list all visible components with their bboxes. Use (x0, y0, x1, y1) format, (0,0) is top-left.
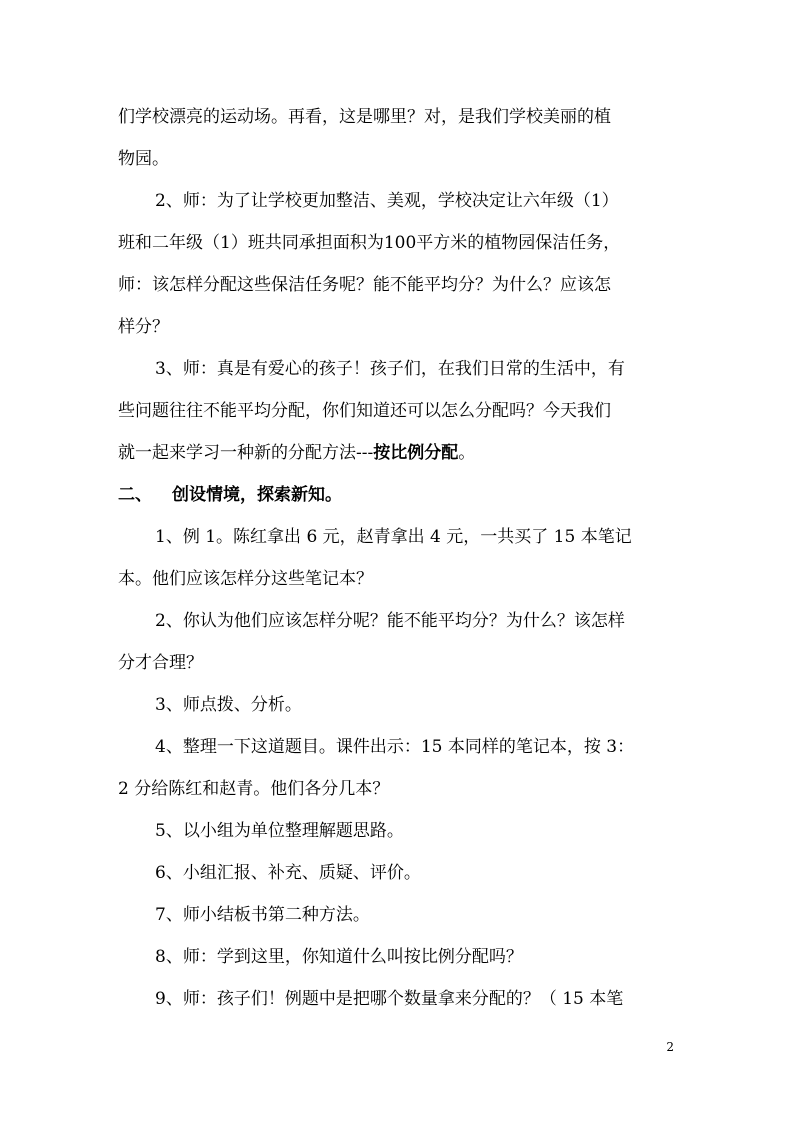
text-line: 班和二年级（1）班共同承担面积为100平方米的植物园保洁任务， (118, 233, 621, 253)
text-line: 7、师小结板书第二种方法。 (155, 905, 370, 925)
text-line: 2、你认为他们应该怎样分呢？能不能平均分？为什么？该怎样 (155, 611, 625, 631)
text-line: 分才合理？ (118, 653, 203, 673)
text-line: 8、师：学到这里，你知道什么叫按比例分配吗？ (155, 947, 523, 967)
text-line: 本。他们应该怎样分这些笔记本？ (118, 569, 373, 589)
text-line: 9、师：孩子们！例题中是把哪个数量拿来分配的？（ 15 本笔 (155, 989, 624, 1009)
section-number: 二、 (118, 485, 152, 505)
text-segment: 就一起来学习一种新的分配方法--- (118, 443, 374, 463)
text-line: 5、以小组为单位整理解题思路。 (155, 821, 404, 841)
text-segment: 。 (458, 443, 476, 463)
text-line: 物园。 (118, 149, 169, 169)
text-line (118, 441, 678, 465)
section-heading (118, 483, 678, 507)
text-line: 们学校漂亮的运动场。再看，这是哪里？对，是我们学校美丽的植 (118, 107, 611, 127)
text-line: 1、例 1。陈红拿出 6 元，赵青拿出 4 元，一共买了 15 本笔记 (155, 527, 632, 547)
text-line: 2、师：为了让学校更加整洁、美观，学校决定让六年级（1） (155, 191, 619, 211)
text-line: 些问题往往不能平均分配，你们知道还可以怎么分配吗？今天我们 (118, 401, 611, 421)
page-number: 2 (666, 1040, 674, 1054)
text-line: 3、师点拨、分析。 (155, 695, 302, 715)
text-line: 2 分给陈红和赵青。他们各分几本？ (118, 779, 390, 799)
text-line: 6、小组汇报、补充、质疑、评价。 (155, 863, 421, 883)
text-line: 样分？ (118, 317, 169, 337)
emphasized-term: 按比例分配 (373, 443, 459, 463)
text-line: 4、整理一下这道题目。课件出示：15 本同样的笔记本，按 3： (155, 737, 635, 757)
section-title: 创设情境，探索新知。 (172, 485, 342, 505)
text-line: 3、师：真是有爱心的孩子！孩子们，在我们日常的生活中，有 (155, 359, 625, 379)
text-line: 师：该怎样分配这些保洁任务呢？能不能平均分？为什么？应该怎 (118, 275, 611, 295)
